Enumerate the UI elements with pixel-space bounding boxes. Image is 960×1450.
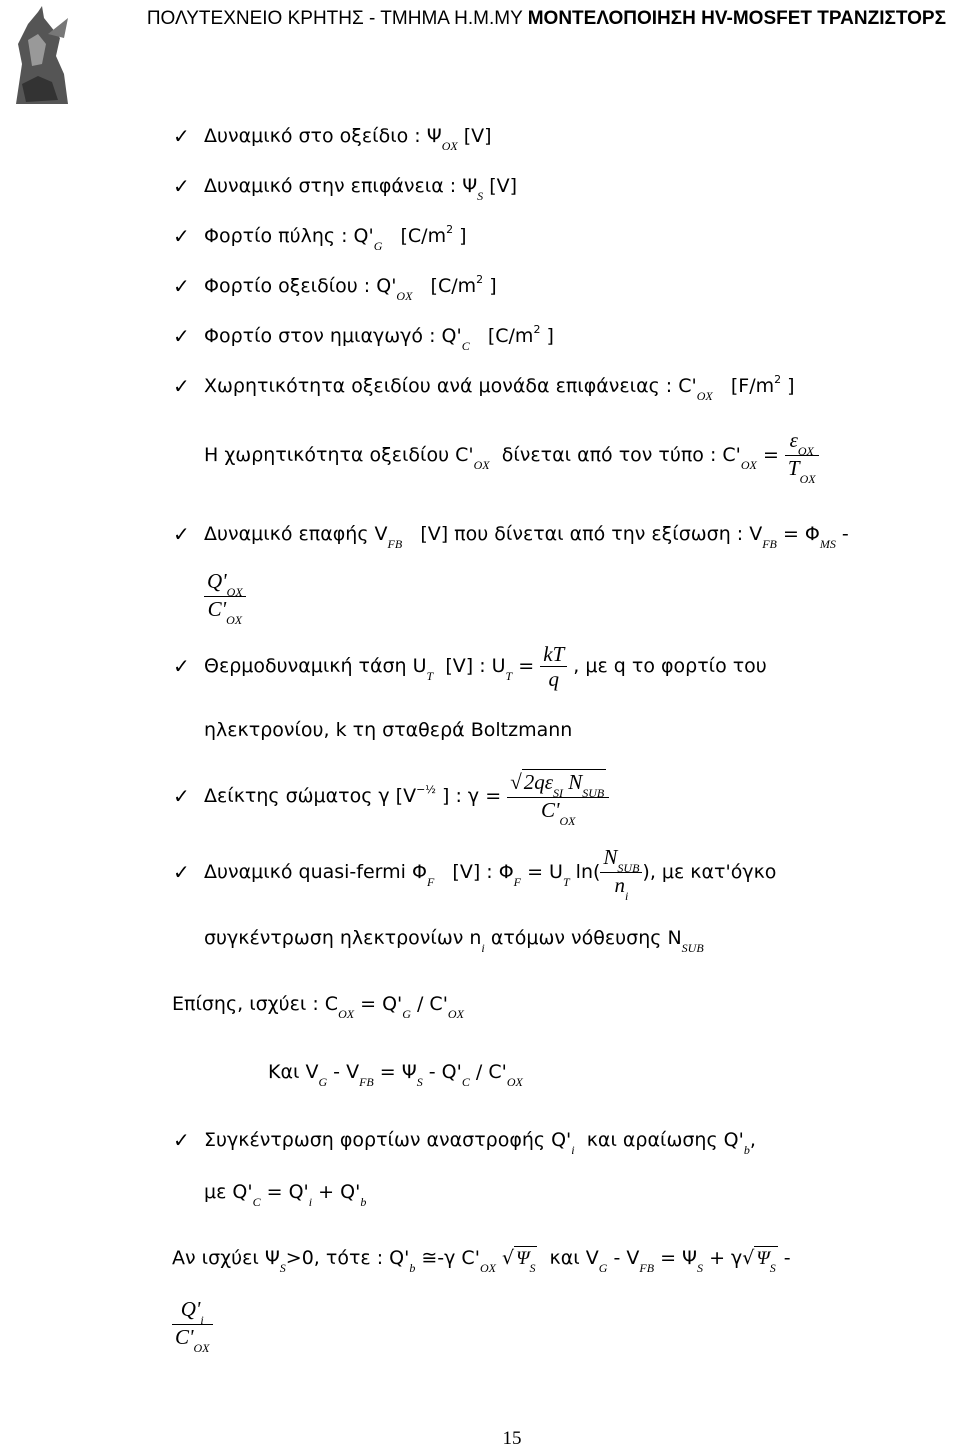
check-icon: ✓ (173, 274, 190, 298)
subscript: OX (559, 813, 576, 828)
subscript: G (373, 239, 383, 253)
header-institution: ΠΟΛΥΤΕΧΝΕΙΟ ΚΡΗΤΗΣ - ΤΜΗΜΑ Η.Μ.ΜΥ (146, 8, 523, 29)
text: - V (333, 1061, 360, 1083)
superscript: 2 (476, 273, 484, 286)
quasi-fermi-line-2 (204, 926, 704, 955)
subscript: i (624, 889, 629, 903)
check-icon: ✓ (173, 860, 190, 884)
subscript: S (697, 1261, 704, 1275)
text: - (783, 1247, 791, 1269)
text: συγκέντρωση ηλεκτρονίων n (204, 927, 482, 949)
denominator: q (548, 667, 559, 691)
text: / C' (475, 1061, 507, 1083)
text: = U (527, 861, 563, 883)
text: = (518, 655, 535, 677)
check-icon: ✓ (173, 522, 190, 546)
subscript: S (529, 1261, 536, 1275)
subscript: SUB (582, 785, 605, 800)
subscript: i (481, 941, 485, 955)
subscript: FB (639, 1261, 655, 1275)
check-icon: ✓ (173, 654, 190, 678)
subscript: b (743, 1143, 750, 1157)
text: + Q' (318, 1181, 361, 1203)
body-fraction (507, 769, 609, 828)
subscript: G (318, 1075, 328, 1089)
text: Αν ισχύει Ψ (172, 1247, 280, 1269)
denominator: C' (175, 1325, 194, 1349)
subscript: G (598, 1261, 608, 1275)
text: [V] (463, 125, 492, 147)
subscript: OX (506, 1075, 523, 1089)
text: ≅ (421, 1247, 438, 1269)
text: Δυναμικό στο οξείδιο : Ψ (204, 125, 442, 147)
text: / C' (416, 993, 448, 1015)
text: [F/m (730, 375, 775, 397)
subscript: b (360, 1195, 367, 1209)
subscript: OX (396, 289, 413, 303)
subscript: FB (359, 1075, 374, 1089)
text: Δυναμικό quasi-fermi Φ (204, 861, 427, 883)
check-icon: ✓ (173, 224, 190, 248)
text: ), με κατ'όγκο (642, 861, 777, 883)
subscript: OX (473, 458, 490, 472)
numerator: 2qε (523, 769, 553, 794)
university-logo (8, 4, 76, 116)
page-header (147, 8, 946, 30)
superscript: 2 (774, 373, 782, 386)
text: με Q' (204, 1181, 253, 1203)
text: Δείκτης σώματος γ [V (204, 785, 417, 807)
text: = Φ (782, 523, 820, 545)
body-factor-line (204, 766, 609, 829)
header-title: ΜΟΝΤΕΛΟΠΟΙΗΣΗ HV-MOSFET ΤΡΑΝΖΙΣΤΟΡΣ (527, 8, 946, 29)
subscript: OX (441, 139, 458, 153)
text: [V] : U (445, 655, 506, 677)
also-line (172, 992, 464, 1021)
subscript: OX (479, 1261, 496, 1275)
text: Φορτίο οξειδίου : Q' (204, 275, 397, 297)
text: ] (546, 325, 554, 347)
text: ] : γ = (442, 785, 502, 807)
text: = Q' (360, 993, 403, 1015)
flatband-fraction (204, 569, 246, 627)
text: , (749, 1129, 756, 1151)
denominator: n (614, 873, 625, 897)
subscript: S (279, 1261, 286, 1275)
text: ] (489, 275, 497, 297)
text: = Ψ (379, 1061, 417, 1083)
gate-charge-line (204, 224, 467, 251)
subscript: MS (819, 537, 836, 551)
superscript: 2 (533, 323, 541, 336)
text: ln( (575, 861, 601, 883)
text: -γ C' (437, 1247, 480, 1269)
text: Και V (268, 1061, 319, 1083)
subscript: C (252, 1195, 261, 1209)
sqrt-icon: √ (742, 1247, 755, 1269)
sqrt-icon: √ (501, 1247, 515, 1269)
if-holds-line (172, 1246, 791, 1275)
text: Θερμοδυναμική τάση U (204, 655, 427, 677)
semi-charge-line (204, 324, 554, 351)
surface-potential-line (204, 174, 518, 203)
quasi-fermi-line (204, 845, 776, 901)
numerator: N (603, 845, 618, 869)
subscript: S (769, 1261, 776, 1275)
inversion-line (204, 1128, 756, 1157)
text: = (762, 444, 779, 466)
subscript: C (461, 1075, 470, 1089)
page-number: 15 (502, 1428, 522, 1449)
text: Φορτίο στον ημιαγωγό : Q' (204, 325, 462, 347)
numerator: kT (540, 642, 567, 667)
flatband-line (204, 522, 849, 551)
text: - V (613, 1247, 640, 1269)
cap-formula-line (204, 428, 819, 486)
check-icon: ✓ (173, 784, 190, 808)
text: και αραίωσης Q' (586, 1129, 744, 1151)
subscript: OX (447, 1007, 464, 1021)
sqrt-icon: √ (510, 769, 522, 794)
subscript: OX (338, 1007, 355, 1021)
subscript: i (308, 1195, 313, 1209)
inversion-line-2 (204, 1180, 367, 1209)
text: [V] που δίνεται από την εξίσωση : V (420, 523, 763, 545)
subscript: SUB (681, 941, 704, 955)
text: [V] : Φ (452, 861, 514, 883)
text: - (841, 523, 849, 545)
text: [V] (489, 175, 518, 197)
thermal-line-2: ηλεκτρονίου, k τη σταθερά Boltzmann (204, 719, 573, 741)
check-icon: ✓ (173, 174, 190, 198)
ox-potential-line (204, 124, 492, 153)
subscript: OX (696, 389, 713, 403)
check-icon: ✓ (173, 124, 190, 148)
cap-fraction (785, 428, 819, 486)
text: ατόμων νόθευσης N (490, 927, 682, 949)
text: Συγκέντρωση φορτίων αναστροφής Q' (204, 1129, 572, 1151)
subscript: S (416, 1075, 423, 1089)
check-icon: ✓ (173, 324, 190, 348)
thermal-line (204, 640, 767, 694)
subscript: SI (553, 785, 563, 800)
text: Ψ (516, 1248, 530, 1269)
and-line (268, 1060, 523, 1089)
text: Δυναμικό στην επιφάνεια : Ψ (204, 175, 478, 197)
flatband-fraction-line (204, 566, 246, 626)
subscript: OX (799, 472, 816, 486)
subscript: OX (740, 458, 757, 472)
subscript: F (426, 875, 435, 889)
text: [C/m (430, 275, 477, 297)
subscript: T (562, 875, 570, 889)
subscript: T (426, 669, 434, 683)
subscript: OX (193, 1341, 210, 1355)
subscript: T (505, 669, 513, 683)
denominator: C' (540, 797, 560, 822)
text: - Q' (428, 1061, 462, 1083)
numerator: Q' (207, 569, 227, 593)
if-holds-fraction (172, 1297, 213, 1355)
denominator: C' (207, 597, 227, 621)
ox-capacitance-line (204, 374, 795, 401)
if-holds-fraction-line (172, 1294, 213, 1354)
subscript: b (409, 1261, 416, 1275)
subscript: FB (387, 537, 403, 551)
subscript: G (402, 1007, 411, 1021)
text: [C/m (487, 325, 534, 347)
text: >0, τότε : Q' (285, 1247, 410, 1269)
subscript: F (513, 875, 522, 889)
numerator: Q' (180, 1297, 201, 1321)
check-icon: ✓ (173, 1128, 190, 1152)
text: , με q το φορτίο του (573, 655, 767, 677)
text: ] (787, 375, 795, 397)
thermal-fraction (540, 642, 567, 691)
superscript: 2 (446, 223, 454, 236)
denominator: T (787, 456, 800, 480)
text: + γ (709, 1247, 743, 1269)
subscript: i (200, 1313, 204, 1327)
ox-charge-line (204, 274, 497, 301)
text: και V (549, 1247, 599, 1269)
subscript: C (461, 339, 470, 353)
text: Επίσης, ισχύει : C (172, 993, 339, 1015)
text: [C/m (400, 225, 447, 247)
text: Δυναμικό επαφής V (204, 523, 388, 545)
numerator: ε (789, 428, 798, 452)
subscript: FB (762, 537, 777, 551)
text: Χωρητικότητα οξειδίου ανά μονάδα επιφάνειας : C' (204, 375, 697, 397)
quasi-fraction (600, 845, 642, 903)
check-icon: ✓ (173, 374, 190, 398)
subscript: OX (797, 444, 814, 458)
text: Φορτίο πύλης : Q' (204, 225, 374, 247)
text: δίνεται από τον τύπο : C' (501, 444, 741, 466)
subscript: SUB (617, 861, 640, 875)
subscript: S (477, 189, 484, 203)
subscript: OX (226, 613, 243, 627)
text: Η χωρητικότητα οξειδίου C' (204, 444, 474, 466)
subscript: i (571, 1143, 575, 1157)
superscript: −½ (416, 783, 436, 796)
text: ] (459, 225, 467, 247)
subscript: OX (226, 585, 243, 599)
text: = Ψ (660, 1247, 698, 1269)
text: Ψ (756, 1248, 770, 1269)
text: = Q' (266, 1181, 309, 1203)
numerator: N (568, 769, 583, 794)
